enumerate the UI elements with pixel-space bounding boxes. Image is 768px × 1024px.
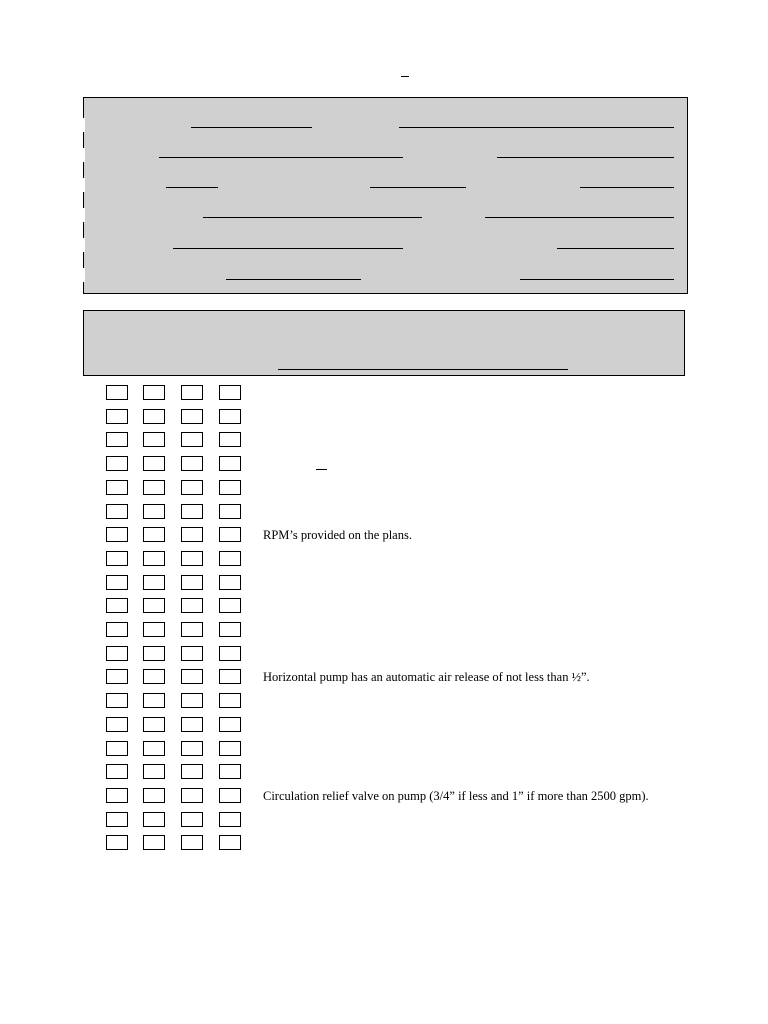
margin-tick [83, 268, 85, 282]
checkbox-col-4[interactable] [219, 812, 241, 827]
checkbox-col-1[interactable] [106, 669, 128, 684]
checkbox-col-3[interactable] [181, 504, 203, 519]
checkbox-col-2[interactable] [143, 432, 165, 447]
checkbox-col-2[interactable] [143, 409, 165, 424]
checkbox-col-2[interactable] [143, 669, 165, 684]
checkbox-col-2[interactable] [143, 693, 165, 708]
info-field-line[interactable] [203, 217, 422, 218]
checkbox-col-3[interactable] [181, 527, 203, 542]
checkbox-col-1[interactable] [106, 741, 128, 756]
checkbox-col-1[interactable] [106, 551, 128, 566]
checkbox-col-1[interactable] [106, 527, 128, 542]
checkbox-col-1[interactable] [106, 693, 128, 708]
checkbox-col-2[interactable] [143, 551, 165, 566]
checkbox-col-3[interactable] [181, 385, 203, 400]
checkbox-col-2[interactable] [143, 788, 165, 803]
margin-tick [83, 148, 85, 162]
header-field-line[interactable] [278, 369, 568, 370]
checkbox-col-1[interactable] [106, 812, 128, 827]
checkbox-col-3[interactable] [181, 717, 203, 732]
checkbox-col-2[interactable] [143, 598, 165, 613]
top-dash-mark [401, 64, 409, 77]
checkbox-col-2[interactable] [143, 385, 165, 400]
checkbox-col-3[interactable] [181, 646, 203, 661]
checkbox-col-3[interactable] [181, 741, 203, 756]
checkbox-col-4[interactable] [219, 693, 241, 708]
checkbox-col-3[interactable] [181, 598, 203, 613]
checkbox-col-4[interactable] [219, 385, 241, 400]
checkbox-col-3[interactable] [181, 409, 203, 424]
checklist-item-text: RPM’s provided on the plans. [263, 528, 412, 542]
checkbox-col-3[interactable] [181, 669, 203, 684]
checkbox-col-4[interactable] [219, 764, 241, 779]
checkbox-col-3[interactable] [181, 456, 203, 471]
checkbox-col-4[interactable] [219, 741, 241, 756]
checkbox-col-4[interactable] [219, 646, 241, 661]
info-field-line[interactable] [557, 248, 674, 249]
checkbox-col-2[interactable] [143, 812, 165, 827]
checkbox-col-2[interactable] [143, 764, 165, 779]
checkbox-col-3[interactable] [181, 575, 203, 590]
checkbox-col-1[interactable] [106, 575, 128, 590]
checkbox-col-3[interactable] [181, 764, 203, 779]
checkbox-col-1[interactable] [106, 764, 128, 779]
checkbox-col-1[interactable] [106, 717, 128, 732]
checkbox-col-2[interactable] [143, 741, 165, 756]
margin-tick [83, 208, 85, 222]
margin-tick [83, 118, 85, 132]
checkbox-col-4[interactable] [219, 669, 241, 684]
checkbox-col-2[interactable] [143, 575, 165, 590]
checkbox-col-2[interactable] [143, 646, 165, 661]
checkbox-col-3[interactable] [181, 788, 203, 803]
info-field-line[interactable] [191, 127, 312, 128]
checkbox-col-4[interactable] [219, 575, 241, 590]
checkbox-col-1[interactable] [106, 409, 128, 424]
checkbox-col-3[interactable] [181, 622, 203, 637]
checkbox-col-3[interactable] [181, 812, 203, 827]
checkbox-col-4[interactable] [219, 432, 241, 447]
checkbox-col-4[interactable] [219, 598, 241, 613]
checkbox-col-2[interactable] [143, 504, 165, 519]
checkbox-col-2[interactable] [143, 717, 165, 732]
info-field-line[interactable] [520, 279, 674, 280]
checkbox-col-1[interactable] [106, 432, 128, 447]
checklist-item-text: Circulation relief valve on pump (3/4” if less and 1” if more than 2500 gpm). [263, 789, 649, 803]
checkbox-col-3[interactable] [181, 480, 203, 495]
checkbox-col-3[interactable] [181, 551, 203, 566]
checkbox-col-4[interactable] [219, 504, 241, 519]
checkbox-col-3[interactable] [181, 835, 203, 850]
checkbox-col-1[interactable] [106, 788, 128, 803]
checkbox-col-2[interactable] [143, 622, 165, 637]
checkbox-col-1[interactable] [106, 622, 128, 637]
project-info-box [83, 97, 688, 294]
checkbox-col-4[interactable] [219, 527, 241, 542]
info-field-line[interactable] [370, 187, 466, 188]
info-field-line[interactable] [580, 187, 674, 188]
checkbox-col-2[interactable] [143, 480, 165, 495]
checkbox-col-1[interactable] [106, 385, 128, 400]
checkbox-col-4[interactable] [219, 835, 241, 850]
info-field-line[interactable] [159, 157, 403, 158]
margin-tick [83, 178, 85, 192]
checkbox-col-1[interactable] [106, 504, 128, 519]
info-field-line[interactable] [497, 157, 674, 158]
checkbox-col-3[interactable] [181, 432, 203, 447]
info-field-line[interactable] [485, 217, 674, 218]
checkbox-col-4[interactable] [219, 622, 241, 637]
checkbox-col-4[interactable] [219, 409, 241, 424]
margin-tick [83, 238, 85, 252]
checklist-item-text: Horizontal pump has an automatic air release of not less than ½”. [263, 670, 590, 684]
checkbox-col-1[interactable] [106, 835, 128, 850]
checkbox-col-1[interactable] [106, 598, 128, 613]
small-dash-mark [316, 469, 327, 470]
info-field-line[interactable] [399, 127, 674, 128]
checkbox-col-2[interactable] [143, 835, 165, 850]
checklist-header-box [83, 310, 685, 376]
checkbox-col-3[interactable] [181, 693, 203, 708]
info-field-line[interactable] [166, 187, 218, 188]
info-field-line[interactable] [173, 248, 403, 249]
checkbox-col-4[interactable] [219, 717, 241, 732]
checkbox-col-1[interactable] [106, 480, 128, 495]
checkbox-col-4[interactable] [219, 480, 241, 495]
checkbox-col-4[interactable] [219, 456, 241, 471]
checkbox-col-2[interactable] [143, 527, 165, 542]
checkbox-col-4[interactable] [219, 551, 241, 566]
checkbox-col-4[interactable] [219, 788, 241, 803]
checkbox-col-2[interactable] [143, 456, 165, 471]
checkbox-col-1[interactable] [106, 646, 128, 661]
info-field-line[interactable] [226, 279, 361, 280]
checkbox-col-1[interactable] [106, 456, 128, 471]
